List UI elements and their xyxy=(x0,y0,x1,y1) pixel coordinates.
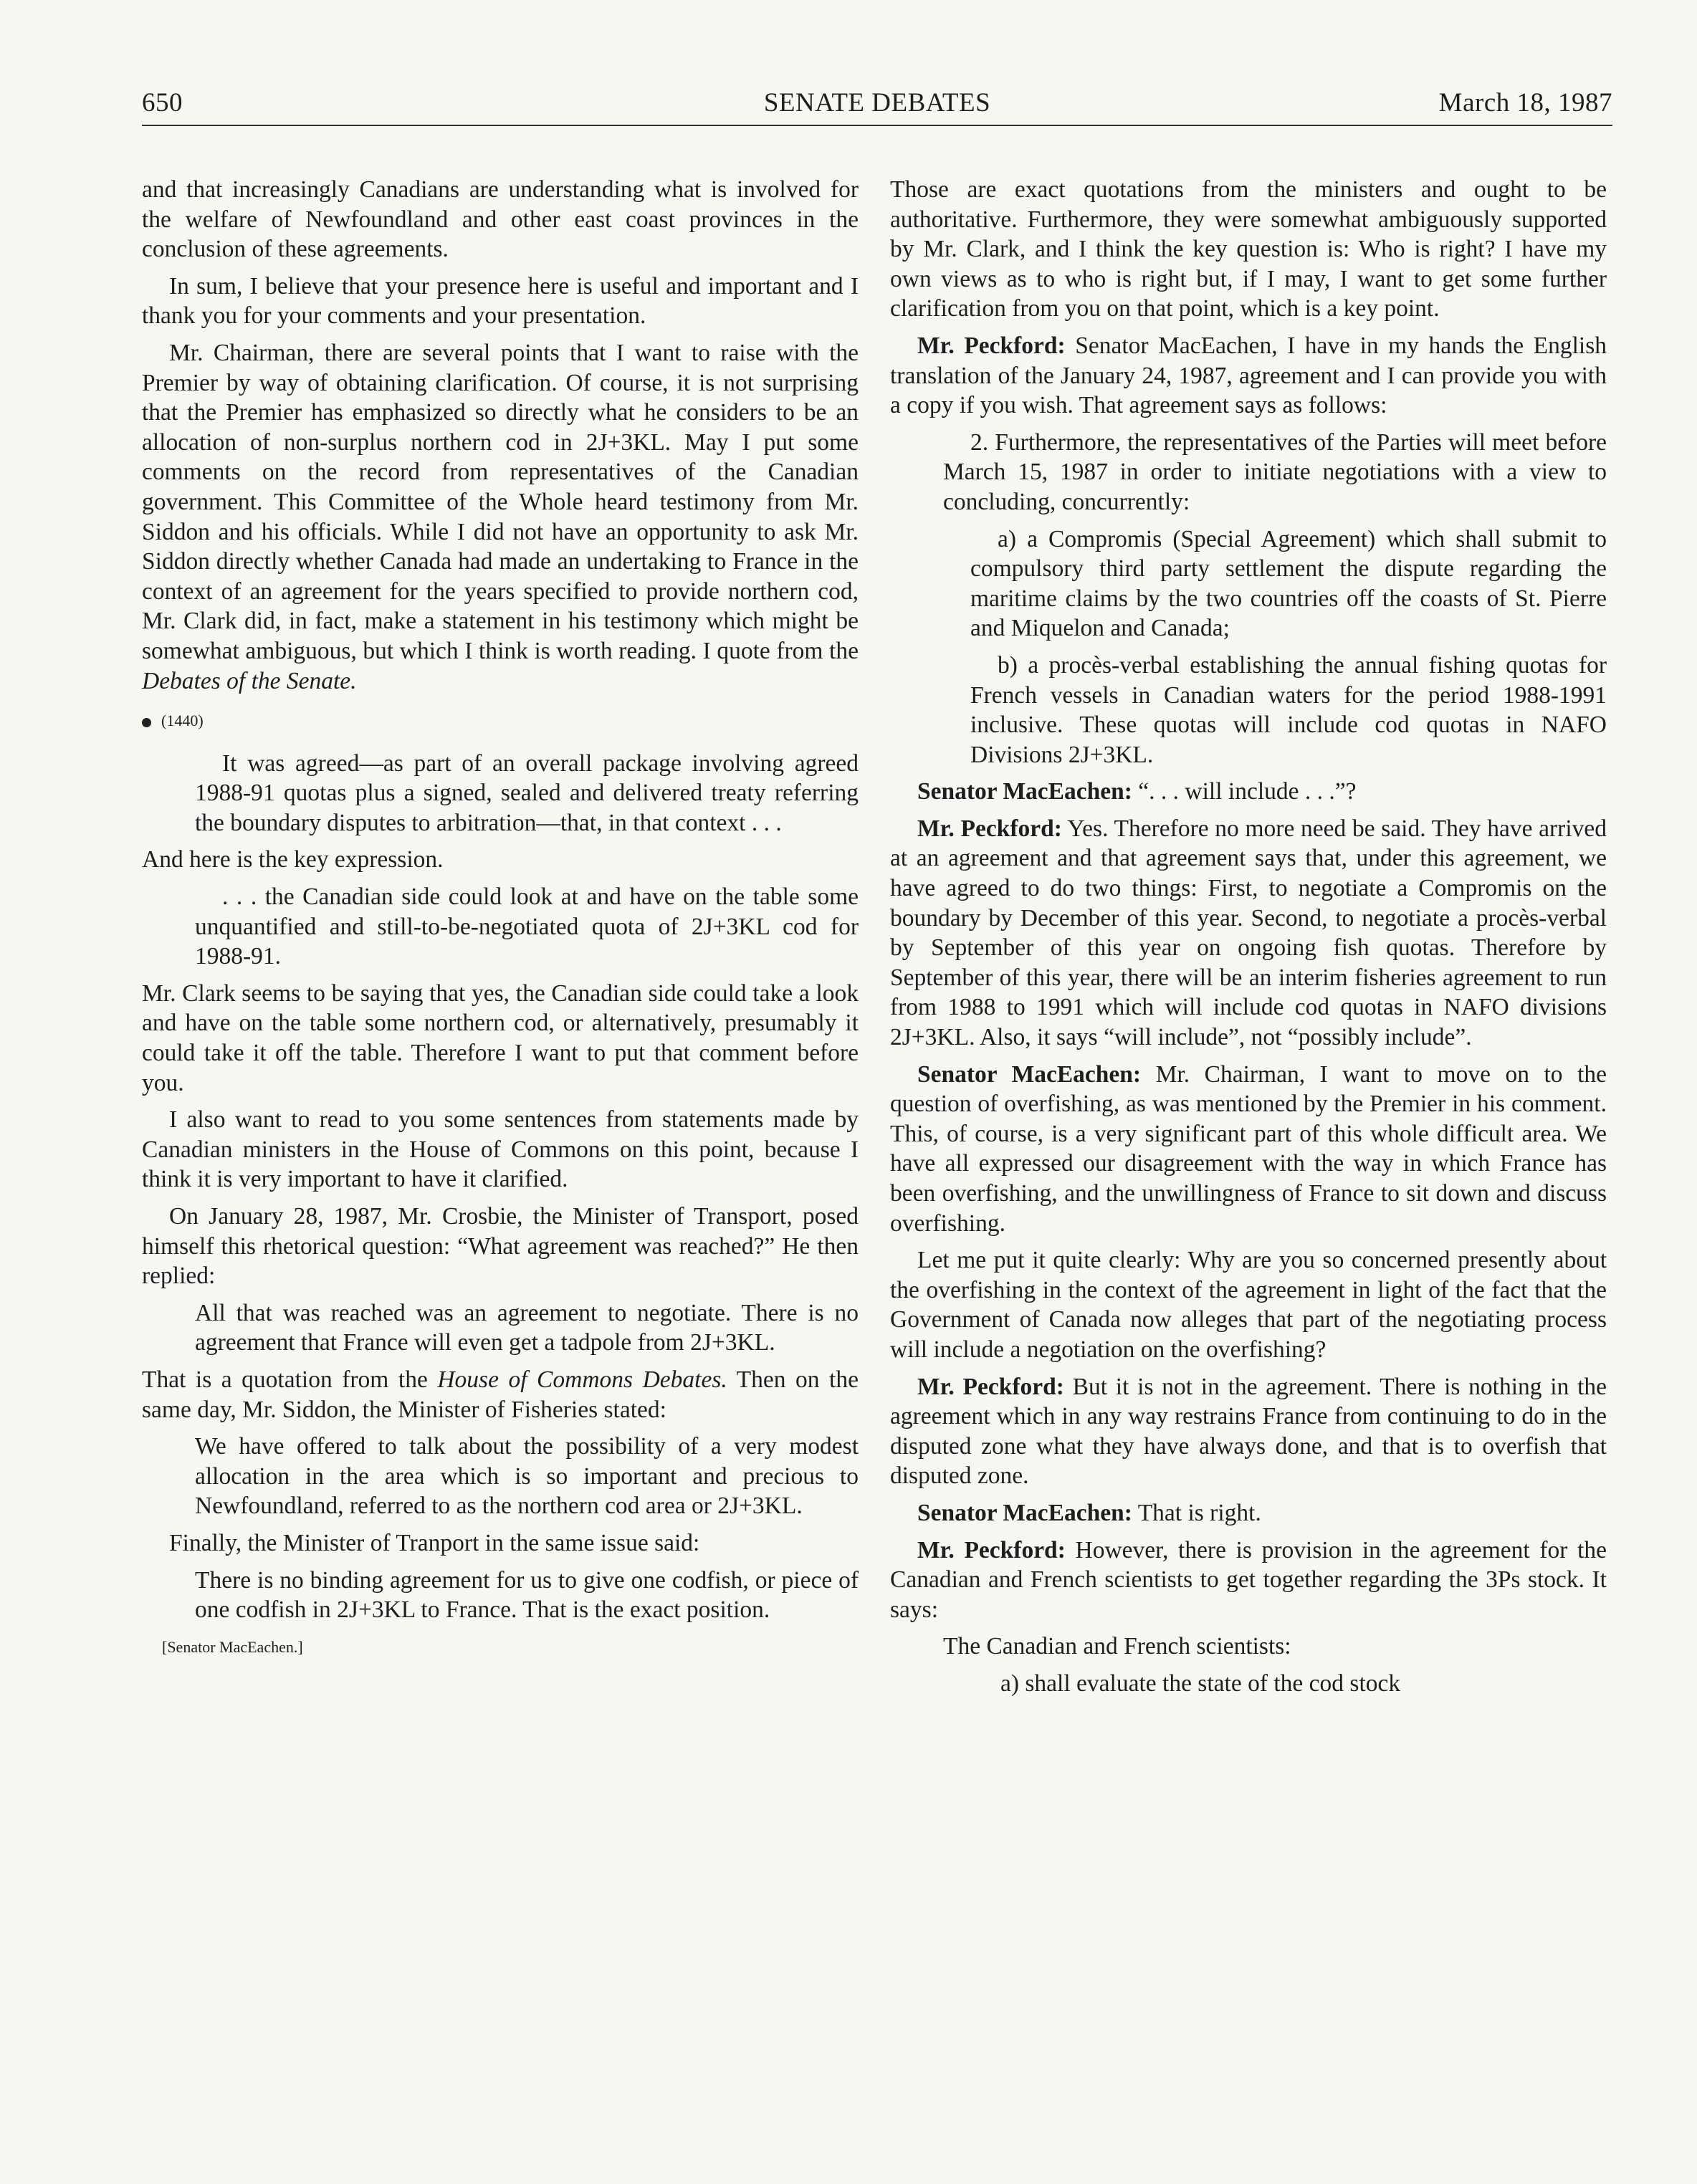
speech xyxy=(890,331,1607,421)
speech xyxy=(890,1536,1607,1625)
block-quote: . . . the Canadian side could look at and have on the table some unquantified and still-to-be-negotiated quota of 2J+3KL cod for 1988-91. xyxy=(195,883,859,970)
speaker-name: Mr. Peckford: xyxy=(917,815,1062,842)
block-quote: It was agreed—as part of an overall package involving agreed 1988-91 quotas plus a signed, sealed and delivered treaty referring the boundary disputes to arbitration—that, in that context . . . xyxy=(195,749,859,836)
time-marker-text: (1440) xyxy=(161,712,204,730)
block-quote: 2. Furthermore, the representatives of the Parties will meet before March 15, 1987 in order to initiate negotiations with a view to concluding, concurrently: xyxy=(943,428,1607,515)
right-column xyxy=(890,175,1607,1706)
bullet-icon xyxy=(142,718,151,727)
paragraph: and that increasingly Canadians are understanding what is involved for the welfare of Newfoundland and other east coast provinces in the conclusion of these agreements. xyxy=(142,176,859,263)
block-quote: a) shall evaluate the state of the cod stock xyxy=(1000,1670,1401,1697)
speech-text: “. . . will include . . .”? xyxy=(1138,778,1357,805)
italic-title: House of Commons Debates. xyxy=(437,1366,727,1393)
page-number: 650 xyxy=(142,88,183,118)
speaker-name: Mr. Peckford: xyxy=(917,1373,1064,1400)
paragraph-text: Mr. Chairman, there are several points that I want to raise with the Premier by way of obtaining clarification. Of course, it is not surprising that the Premier has emphasized so directly what he considers to be an allocation of non-surplus northern cod in 2J+3KL. May I put some comments on the record from representatives of the Canadian government. This Committee of the Whole heard testimony from Mr. Siddon and his officials. While I did not have an opportunity to ask Mr. Siddon directly whether Canada had made an undertaking to France in the context of an agreement for the years specified to provide northern cod, Mr. Clark did, in fact, make a statement in his testimony which might be somewhat ambiguous, but which I think is worth reading. I quote from the xyxy=(142,339,859,664)
speech xyxy=(890,777,1607,807)
speech xyxy=(890,1372,1607,1491)
block-quote: The Canadian and French scientists: xyxy=(943,1633,1291,1660)
speech xyxy=(890,1060,1607,1239)
speech-text: That is right. xyxy=(1137,1499,1261,1526)
block-quote: There is no binding agreement for us to give one codfish, or piece of one codfish in 2J+3KL to France. That is the exact position. xyxy=(195,1566,859,1624)
speech-text: But it is not in the agreement. There is nothing in the agreement which in any way restrains France from continuing to do in the disputed zone what they have always done, and that is to overfish that disputed zone. xyxy=(890,1373,1607,1490)
paragraph: Let me put it quite clearly: Why are you so concerned presently about the overfishing in the context of the agreement in light of the fact that the Government of Canada now alleges that part of the negotiating process will include a negotiation on the overfishing? xyxy=(890,1247,1607,1363)
speech xyxy=(890,814,1607,1053)
paragraph xyxy=(142,1365,859,1424)
paragraph xyxy=(142,338,859,696)
paragraph: In sum, I believe that your presence here is useful and important and I thank you for your comments and your presentation. xyxy=(142,272,859,330)
page-header xyxy=(142,85,1612,126)
paragraph: On January 28, 1987, Mr. Crosbie, the Minister of Transport, posed himself this rhetorical question: “What agreement was reached?” He then replied: xyxy=(142,1203,859,1290)
speech-text: Senator MacEachen, I have in my hands the English translation of the January 24, 1987, agreement and I can provide you with a copy if you wish. That agreement says as follows: xyxy=(890,332,1607,419)
speech-text: Yes. Therefore no more need be said. They have arrived at an agreement and that agreement says that, under this agreement, we have agreed to do two things: First, to negotiate a Compromis on the boundary by December of this year. Second, to negotiate a procès-verbal by September of this year on ongoing fish quotas. Therefore by September of this year, there will be an interim fisheries agreement to run from 1988 to 1991 which will include cod quotas in NAFO divisions 2J+3KL. Also, it says “will include”, not “possibly include”. xyxy=(890,815,1607,1051)
left-column xyxy=(142,175,859,1662)
paragraph: Mr. Clark seems to be saying that yes, the Canadian side could take a look and have on the table some northern cod, or alternatively, presumably it could take it off the table. Therefore I want to put that comment before you. xyxy=(142,980,859,1096)
speaker-name: Senator MacEachen: xyxy=(917,778,1132,805)
speaker-name: Mr. Peckford: xyxy=(917,1536,1066,1563)
paragraph-text: Then on the same day, Mr. Siddon, the Minister of Fisheries stated: xyxy=(142,1366,859,1423)
paragraph: Those are exact quotations from the ministers and ought to be authoritative. Furthermore, they were somewhat ambiguously supported by Mr. Clark, and I think the key question is: Who is right? I have my own views as to who is right but, if I may, I want to get some further clarification from you on that point, which is a key point. xyxy=(890,176,1607,322)
publication-title: SENATE DEBATES xyxy=(763,88,991,118)
speaker-name: Senator MacEachen: xyxy=(917,1060,1142,1088)
paragraph: Finally, the Minister of Tranport in the same issue said: xyxy=(169,1529,700,1556)
paragraph: I also want to read to you some sentences from statements made by Canadian ministers in the House of Commons on this point, because I think it is very important to have it clarified. xyxy=(142,1106,859,1193)
italic-title: Debates of the Senate. xyxy=(142,667,357,694)
speaker-name: Mr. Peckford: xyxy=(917,332,1066,359)
paragraph-text: That is a quotation from the xyxy=(142,1366,428,1393)
speech-text: Mr. Chairman, I want to move on to the question of overfishing, as was mentioned by the Premier in his comment. This, of course, is a very significant part of this whole difficult area. We have all expressed our disagreement with the way in which France has been overfishing, and the unwillingness of France to sit down and discuss overfishing. xyxy=(890,1060,1607,1237)
speaker-attribution: [Senator MacEachen.] xyxy=(162,1637,303,1656)
time-marker xyxy=(142,706,859,736)
block-quote: We have offered to talk about the possibility of a very modest allocation in the area which is so important and precious to Newfoundland, referred to as the northern cod area or 2J+3KL. xyxy=(195,1433,859,1520)
block-quote: b) a procès-verbal establishing the annual fishing quotas for French vessels in Canadian waters for the period 1988-1991 inclusive. These quotas will include cod quotas in NAFO Divisions 2J+3KL. xyxy=(970,651,1607,768)
paragraph: And here is the key expression. xyxy=(142,846,444,873)
speaker-name: Senator MacEachen: xyxy=(917,1499,1132,1526)
page-date: March 18, 1987 xyxy=(1438,88,1612,118)
speech-text: However, there is provision in the agreement for the Canadian and French scientists to get together regarding the 3Ps stock. It says: xyxy=(890,1536,1607,1623)
speech xyxy=(890,1498,1607,1528)
block-quote: a) a Compromis (Special Agreement) which shall submit to compulsory third party settlement the dispute regarding the maritime claims by the two countries off the coasts of St. Pierre and Miquelon and Canada; xyxy=(970,525,1607,642)
block-quote: All that was reached was an agreement to negotiate. There is no agreement that France will even get a tadpole from 2J+3KL. xyxy=(195,1299,859,1356)
